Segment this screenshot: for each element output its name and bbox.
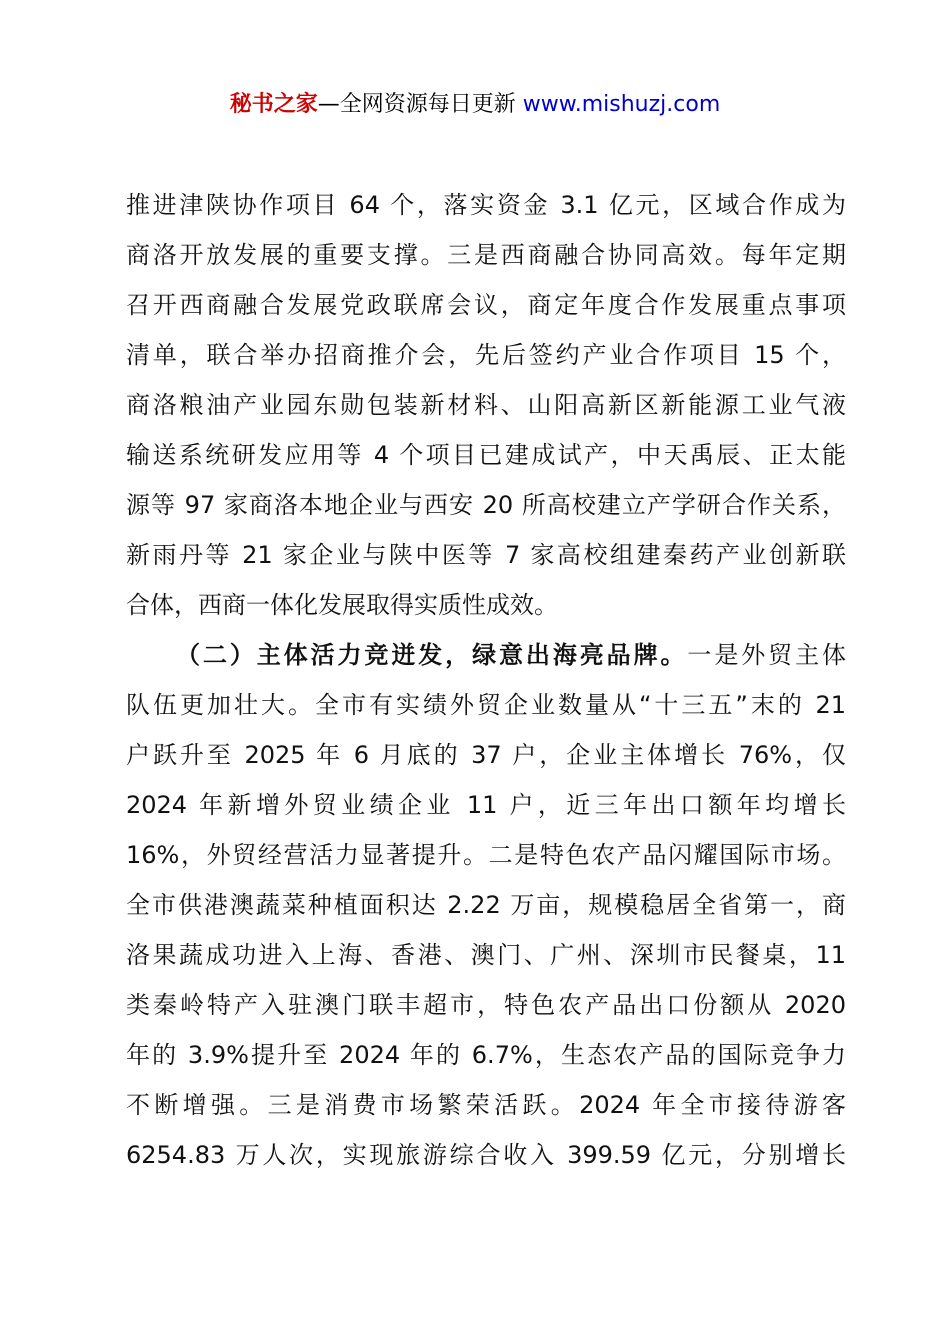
- paragraph-1: [126, 180, 846, 630]
- text-line: 16%，外贸经营活力显著提升。二是特色农产品闪耀国际市场。: [126, 841, 846, 869]
- text-line: 6254.83 万人次，实现旅游综合收入 399.59 亿元，分别增长: [126, 1141, 846, 1169]
- text-line: 清单，联合举办招商推介会，先后签约产业合作项目 15 个，: [126, 341, 846, 369]
- text-line: 源等 97 家商洛本地企业与西安 20 所高校建立产学研合作关系，: [126, 491, 846, 519]
- text-line: 输送系统研发应用等 4 个项目已建成试产，中天禹辰、正太能: [126, 441, 846, 469]
- text-line: 合体，西商一体化发展取得实质性成效。: [126, 591, 558, 619]
- text-line: 全市供港澳蔬菜种植面积达 2.22 万亩，规模稳居全省第一，商: [126, 891, 846, 919]
- text-line: 推进津陕协作项目 64 个，落实资金 3.1 亿元，区域合作成为: [126, 191, 846, 219]
- text-line-first: [126, 630, 846, 680]
- text-line: 商洛粮油产业园东勋包装新材料、山阳高新区新能源工业气液: [126, 391, 846, 419]
- text-line: 不断增强。三是消费市场繁荣活跃。2024 年全市接待游客: [126, 1091, 846, 1119]
- header-url-link[interactable]: www.mishuzj.com: [522, 92, 721, 117]
- text-line: 召开西商融合发展党政联席会议，商定年度合作发展重点事项: [126, 291, 846, 319]
- header-slogan: —全网资源每日更新: [317, 92, 516, 117]
- text-line: 类秦岭特产入驻澳门联丰超市，特色农产品出口份额从 2020: [126, 991, 846, 1019]
- text-line: 新雨丹等 21 家企业与陕中医等 7 家高校组建秦药产业创新联: [126, 541, 846, 569]
- text-line: 2024 年新增外贸业绩企业 11 户，近三年出口额年均增长: [126, 791, 846, 819]
- text-line: 队伍更加壮大。全市有实绩外贸企业数量从“十三五”末的 21: [126, 691, 846, 719]
- document-body: [126, 180, 846, 1180]
- page-header: [0, 88, 950, 122]
- paragraph-2: [126, 630, 846, 1180]
- header-brand: 秘书之家: [229, 92, 318, 117]
- text-line: 年的 3.9%提升至 2024 年的 6.7%，生态农产品的国际竞争力: [126, 1041, 846, 1069]
- section-heading: （二）主体活力竞迸发，绿意出海亮品牌。: [176, 641, 688, 669]
- text-line: 商洛开放发展的重要支撑。三是西商融合协同高效。每年定期: [126, 241, 846, 269]
- text-line: 户跃升至 2025 年 6 月底的 37 户，企业主体增长 76%，仅: [126, 741, 846, 769]
- text-line: 洛果蔬成功进入上海、香港、澳门、广州、深圳市民餐桌，11: [126, 941, 846, 969]
- heading-line-rest: 一是外贸主体: [687, 641, 847, 669]
